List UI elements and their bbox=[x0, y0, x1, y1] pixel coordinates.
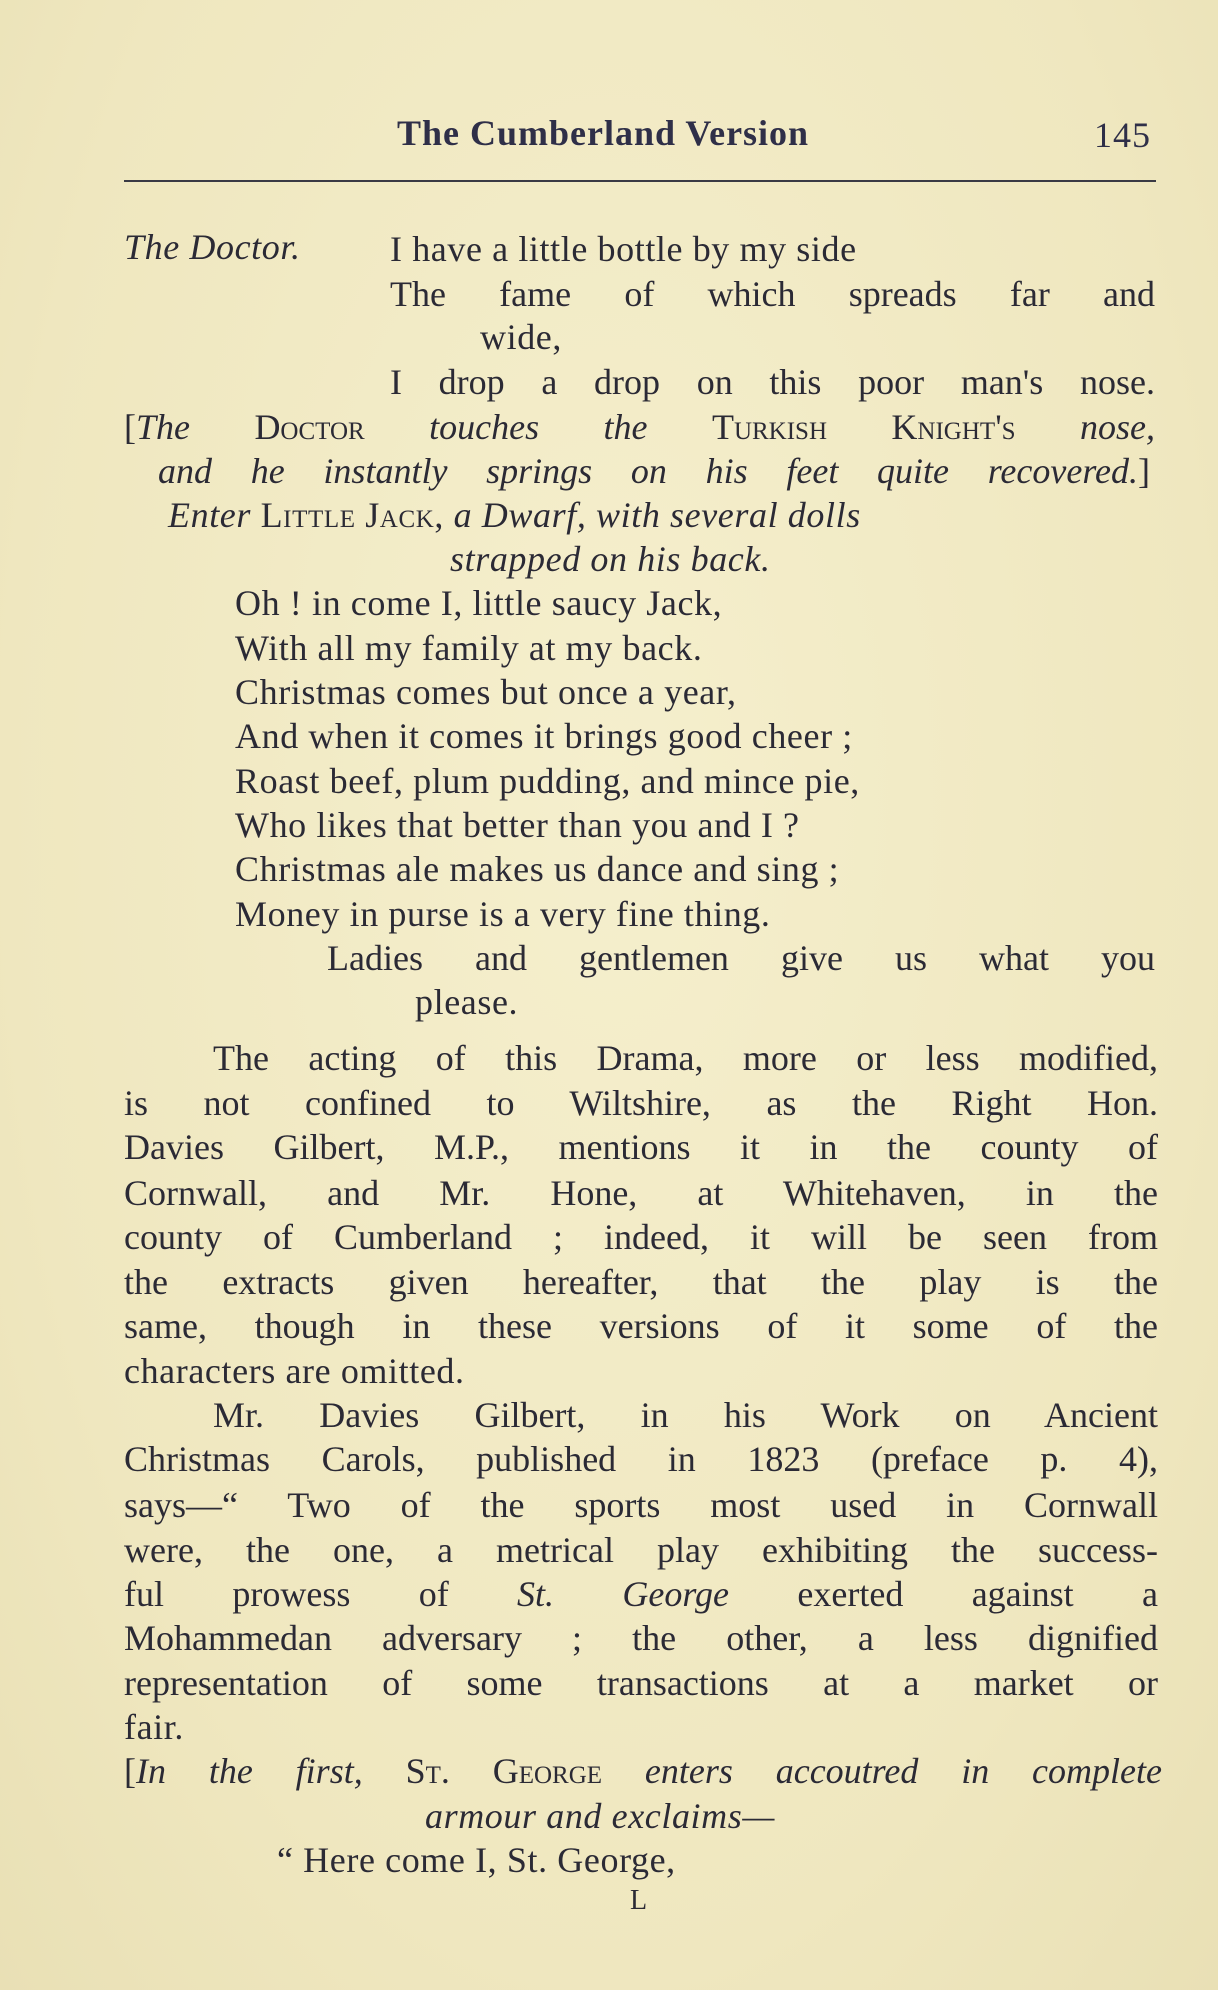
para-line bbox=[124, 1349, 465, 1393]
para-line bbox=[213, 1393, 1158, 1437]
stage-line bbox=[450, 537, 771, 581]
stage-line bbox=[124, 405, 1155, 449]
italic-text: St. George bbox=[517, 1574, 798, 1614]
stage-line bbox=[425, 1794, 775, 1838]
text-segment: Christmas ale makes us dance and sing ; bbox=[235, 849, 840, 889]
text-segment: wide, bbox=[480, 317, 562, 357]
verse-line bbox=[390, 272, 1155, 316]
para-line bbox=[124, 1705, 184, 1749]
text-segment: I drop a drop on this poor man's nose. bbox=[390, 362, 1155, 402]
para-line bbox=[124, 1437, 1158, 1481]
small-caps-text: Doctor bbox=[254, 407, 430, 447]
para-line bbox=[124, 1572, 1158, 1616]
text-segment: And when it comes it brings good cheer ; bbox=[235, 716, 853, 756]
italic-text: armour and exclaims— bbox=[425, 1796, 775, 1836]
text-segment: Oh ! in come I, little saucy Jack, bbox=[235, 583, 723, 623]
text-segment: county of Cumberland ; indeed, it will be seen from bbox=[124, 1217, 1158, 1257]
stage-line bbox=[158, 449, 1150, 493]
para-line bbox=[124, 1304, 1158, 1348]
text-segment: Ladies and gentlemen give us what you bbox=[327, 938, 1155, 978]
text-segment: characters are omitted. bbox=[124, 1351, 465, 1391]
verse-line bbox=[277, 1838, 676, 1882]
italic-text: In the first, bbox=[136, 1751, 406, 1791]
italic-text: enters accoutred in complete bbox=[644, 1751, 1162, 1791]
italic-text: The bbox=[136, 407, 255, 447]
text-segment: representation of some transactions at a market or bbox=[124, 1663, 1158, 1703]
text-segment: ] bbox=[1138, 451, 1150, 491]
verse-line bbox=[235, 670, 737, 714]
verse-line bbox=[235, 847, 839, 891]
para-line bbox=[124, 1260, 1158, 1304]
para-line bbox=[124, 1171, 1158, 1215]
para-line bbox=[124, 1081, 1158, 1125]
text-segment: The fame of which spreads far and bbox=[390, 274, 1155, 314]
italic-text: touches the bbox=[429, 407, 712, 447]
italic-text: a Dwarf, with several dolls bbox=[453, 495, 861, 535]
para-line bbox=[124, 1125, 1158, 1169]
verse-line bbox=[235, 626, 702, 670]
text-segment: Money in purse is a very fine thing. bbox=[235, 894, 771, 934]
verse-line bbox=[235, 759, 860, 803]
running-head: The Cumberland Version bbox=[397, 113, 810, 153]
text-segment: [ bbox=[124, 407, 136, 447]
verse-line bbox=[390, 227, 857, 271]
verse-line bbox=[390, 360, 1155, 404]
text-segment: [ bbox=[124, 1751, 136, 1791]
text-segment: Who likes that better than you and I ? bbox=[235, 805, 800, 845]
italic-text: nose, bbox=[1080, 407, 1156, 447]
para-line bbox=[213, 1036, 1158, 1080]
verse-line bbox=[235, 803, 800, 847]
italic-text: and he instantly springs on his feet quite recovered. bbox=[158, 451, 1138, 491]
para-line bbox=[124, 1483, 1158, 1527]
italic-text: strapped on his back. bbox=[450, 539, 771, 579]
text-segment: fair. bbox=[124, 1707, 184, 1747]
verse-line bbox=[235, 892, 771, 936]
header-rule bbox=[124, 180, 1156, 182]
stage-line bbox=[168, 493, 861, 537]
text-segment: The acting of this Drama, more or less modified, bbox=[213, 1038, 1158, 1078]
text-segment: Christmas comes but once a year, bbox=[235, 672, 737, 712]
text-segment: With all my family at my back. bbox=[235, 628, 703, 668]
verse-line bbox=[327, 936, 1155, 980]
para-line bbox=[124, 1661, 1158, 1705]
small-caps-text: St. George bbox=[405, 1751, 645, 1791]
text-segment: I have a little bottle by my side bbox=[390, 229, 857, 269]
text-segment: same, though in these versions of it some of the bbox=[124, 1306, 1158, 1346]
text-segment: exerted against a bbox=[797, 1574, 1158, 1614]
text-segment: is not confined to Wiltshire, as the Right Hon. bbox=[124, 1083, 1158, 1123]
page-number: 145 bbox=[1094, 115, 1151, 155]
text-segment: says—“ Two of the sports most used in Cornwall bbox=[124, 1485, 1158, 1525]
text-segment: Cornwall, and Mr. Hone, at Whitehaven, in the bbox=[124, 1173, 1158, 1213]
text-segment: Christmas Carols, published in 1823 (preface p. 4), bbox=[124, 1439, 1158, 1479]
verse-line bbox=[480, 315, 562, 359]
text-segment: please. bbox=[415, 982, 519, 1022]
small-caps-text: Turkish Knight's bbox=[711, 407, 1081, 447]
speaker-line bbox=[124, 225, 301, 269]
text-segment: the extracts given hereafter, that the play is the bbox=[124, 1262, 1158, 1302]
text-segment: ful prowess of bbox=[124, 1574, 518, 1614]
small-caps-text: Little Jack, bbox=[260, 495, 454, 535]
italic-text: The Doctor. bbox=[124, 227, 301, 267]
signature-mark: L bbox=[630, 1885, 648, 1916]
text-segment: Davies Gilbert, M.P., mentions it in the county of bbox=[124, 1127, 1158, 1167]
text-segment: “ Here come I, St. George, bbox=[277, 1840, 676, 1880]
italic-text: Enter bbox=[168, 495, 261, 535]
verse-line bbox=[415, 980, 518, 1024]
stage-line bbox=[124, 1749, 1162, 1793]
text-segment: were, the one, a metrical play exhibiting the success- bbox=[124, 1530, 1158, 1570]
para-line bbox=[124, 1616, 1158, 1660]
verse-line bbox=[235, 581, 722, 625]
para-line bbox=[124, 1215, 1158, 1259]
text-segment: Roast beef, plum pudding, and mince pie, bbox=[235, 761, 860, 801]
text-segment: Mohammedan adversary ; the other, a less dignified bbox=[124, 1618, 1158, 1658]
para-line bbox=[124, 1528, 1158, 1572]
verse-line bbox=[235, 714, 853, 758]
text-segment: Mr. Davies Gilbert, in his Work on Ancient bbox=[213, 1395, 1158, 1435]
